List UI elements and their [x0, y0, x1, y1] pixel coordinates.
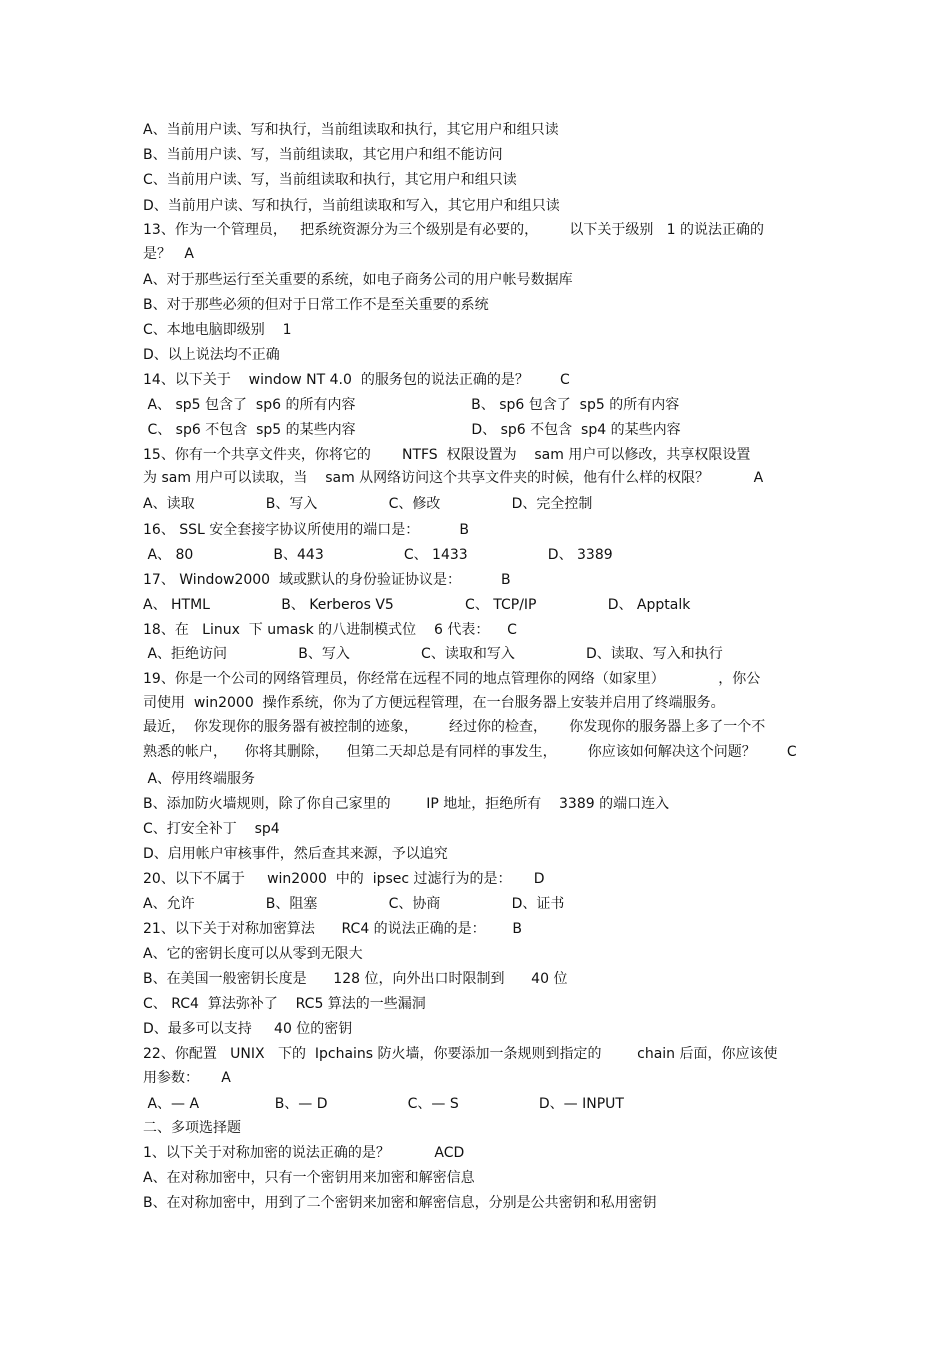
- text-line: B、添加防火墙规则，除了你自己家里的 IP 地址，拒绝所有 3389 的端口连入: [143, 796, 670, 812]
- text-line: A、 80 B、443 C、 1433 D、 3389: [143, 547, 613, 563]
- text-line: D、启用帐户审核事件，然后查其来源，予以追究: [143, 846, 448, 862]
- text-line: 15、你有一个共享文件夹，你将它的 NTFS 权限设置为 sam 用户可以修改，共享权限设置: [143, 447, 751, 463]
- text-line: C、本地电脑即级别 1: [143, 322, 292, 338]
- text-line: B、在对称加密中，用到了二个密钥来加密和解密信息，分别是公共密钥和私用密钥: [143, 1195, 657, 1211]
- text-line: 22、你配置 UNIX 下的 Ipchains 防火墙，你要添加一条规则到指定的 chain 后面，你应该使: [143, 1046, 778, 1062]
- text-line: C、 sp6 不包含 sp5 的某些内容 D、 sp6 不包含 sp4 的某些内容: [143, 422, 681, 438]
- text-line: 18、在 Linux 下 umask 的八进制模式位 6 代表： C: [143, 622, 517, 638]
- text-line: 司使用 win2000 操作系统，你为了方便远程管理，在一台服务器上安装并启用了终端服务。: [143, 695, 725, 711]
- text-line: 16、 SSL 安全套接字协议所使用的端口是： B: [143, 522, 469, 538]
- text-line: C、打安全补丁 sp4: [143, 821, 280, 837]
- text-line: 最近， 你发现你的服务器有被控制的迹象， 经过你的检查， 你发现你的服务器上多了一个不: [143, 719, 766, 735]
- text-line: 熟悉的帐户， 你将其删除， 但第二天却总是有同样的事发生， 你应该如何解决这个问题？ C: [143, 744, 797, 760]
- text-line: A、 sp5 包含了 sp6 的所有内容 B、 sp6 包含了 sp5 的所有内容: [143, 397, 680, 413]
- text-line: 21、以下关于对称加密算法 RC4 的说法正确的是： B: [143, 921, 522, 937]
- text-line: 20、以下不属于 win2000 中的 ipsec 过滤行为的是： D: [143, 871, 545, 887]
- text-line: B、在美国一般密钥长度是 128 位，向外出口时限制到 40 位: [143, 971, 568, 987]
- text-line: A、停用终端服务: [143, 771, 256, 787]
- text-line: A、允许 B、阻塞 C、协商 D、证书: [143, 896, 565, 912]
- text-line: D、最多可以支持 40 位的密钥: [143, 1021, 353, 1037]
- text-line: 19、你是一个公司的网络管理员，你经常在远程不同的地点管理你的网络（如家里） ，你公: [143, 671, 761, 687]
- text-line: 14、以下关于 window NT 4.0 的服务包的说法正确的是？ C: [143, 372, 570, 388]
- text-line: 为 sam 用户可以读取，当 sam 从网络访问这个共享文件夹的时候，他有什么样的权限？ A: [143, 470, 764, 486]
- text-line: D、以上说法均不正确: [143, 347, 280, 363]
- text-line: 13、作为一个管理员， 把系统资源分为三个级别是有必要的， 以下关于级别 1 的说法正确的: [143, 222, 765, 238]
- text-line: 1、以下关于对称加密的说法正确的是？ ACD: [143, 1145, 465, 1161]
- text-line: A、 HTML B、 Kerberos V5 C、 TCP/IP D、 Apptalk: [143, 597, 691, 613]
- text-line: A、— A B、— D C、— S D、— INPUT: [143, 1096, 624, 1112]
- section-heading: 二、多项选择题: [143, 1120, 241, 1136]
- text-line: 17、 Window2000 域或默认的身份验证协议是： B: [143, 572, 511, 588]
- text-line: A、读取 B、写入 C、修改 D、完全控制: [143, 496, 593, 512]
- text-line: C、 RC4 算法弥补了 RC5 算法的一些漏洞: [143, 996, 426, 1012]
- text-line: A、它的密钥长度可以从零到无限大: [143, 946, 363, 962]
- text-line: B、当前用户读、写，当前组读取，其它用户和组不能访问: [143, 147, 503, 163]
- text-line: D、当前用户读、写和执行，当前组读取和写入，其它用户和组只读: [143, 198, 560, 214]
- text-line: 用参数： A: [143, 1070, 231, 1086]
- text-line: A、拒绝访问 B、写入 C、读取和写入 D、读取、写入和执行: [143, 646, 723, 662]
- text-line: C、当前用户读、写，当前组读取和执行，其它用户和组只读: [143, 172, 517, 188]
- text-line: A、当前用户读、写和执行，当前组读取和执行，其它用户和组只读: [143, 122, 559, 138]
- text-line: A、在对称加密中，只有一个密钥用来加密和解密信息: [143, 1170, 475, 1186]
- text-line: A、对于那些运行至关重要的系统，如电子商务公司的用户帐号数据库: [143, 272, 573, 288]
- text-line: B、对于那些必须的但对于日常工作不是至关重要的系统: [143, 297, 489, 313]
- text-line: 是？ A: [143, 246, 194, 262]
